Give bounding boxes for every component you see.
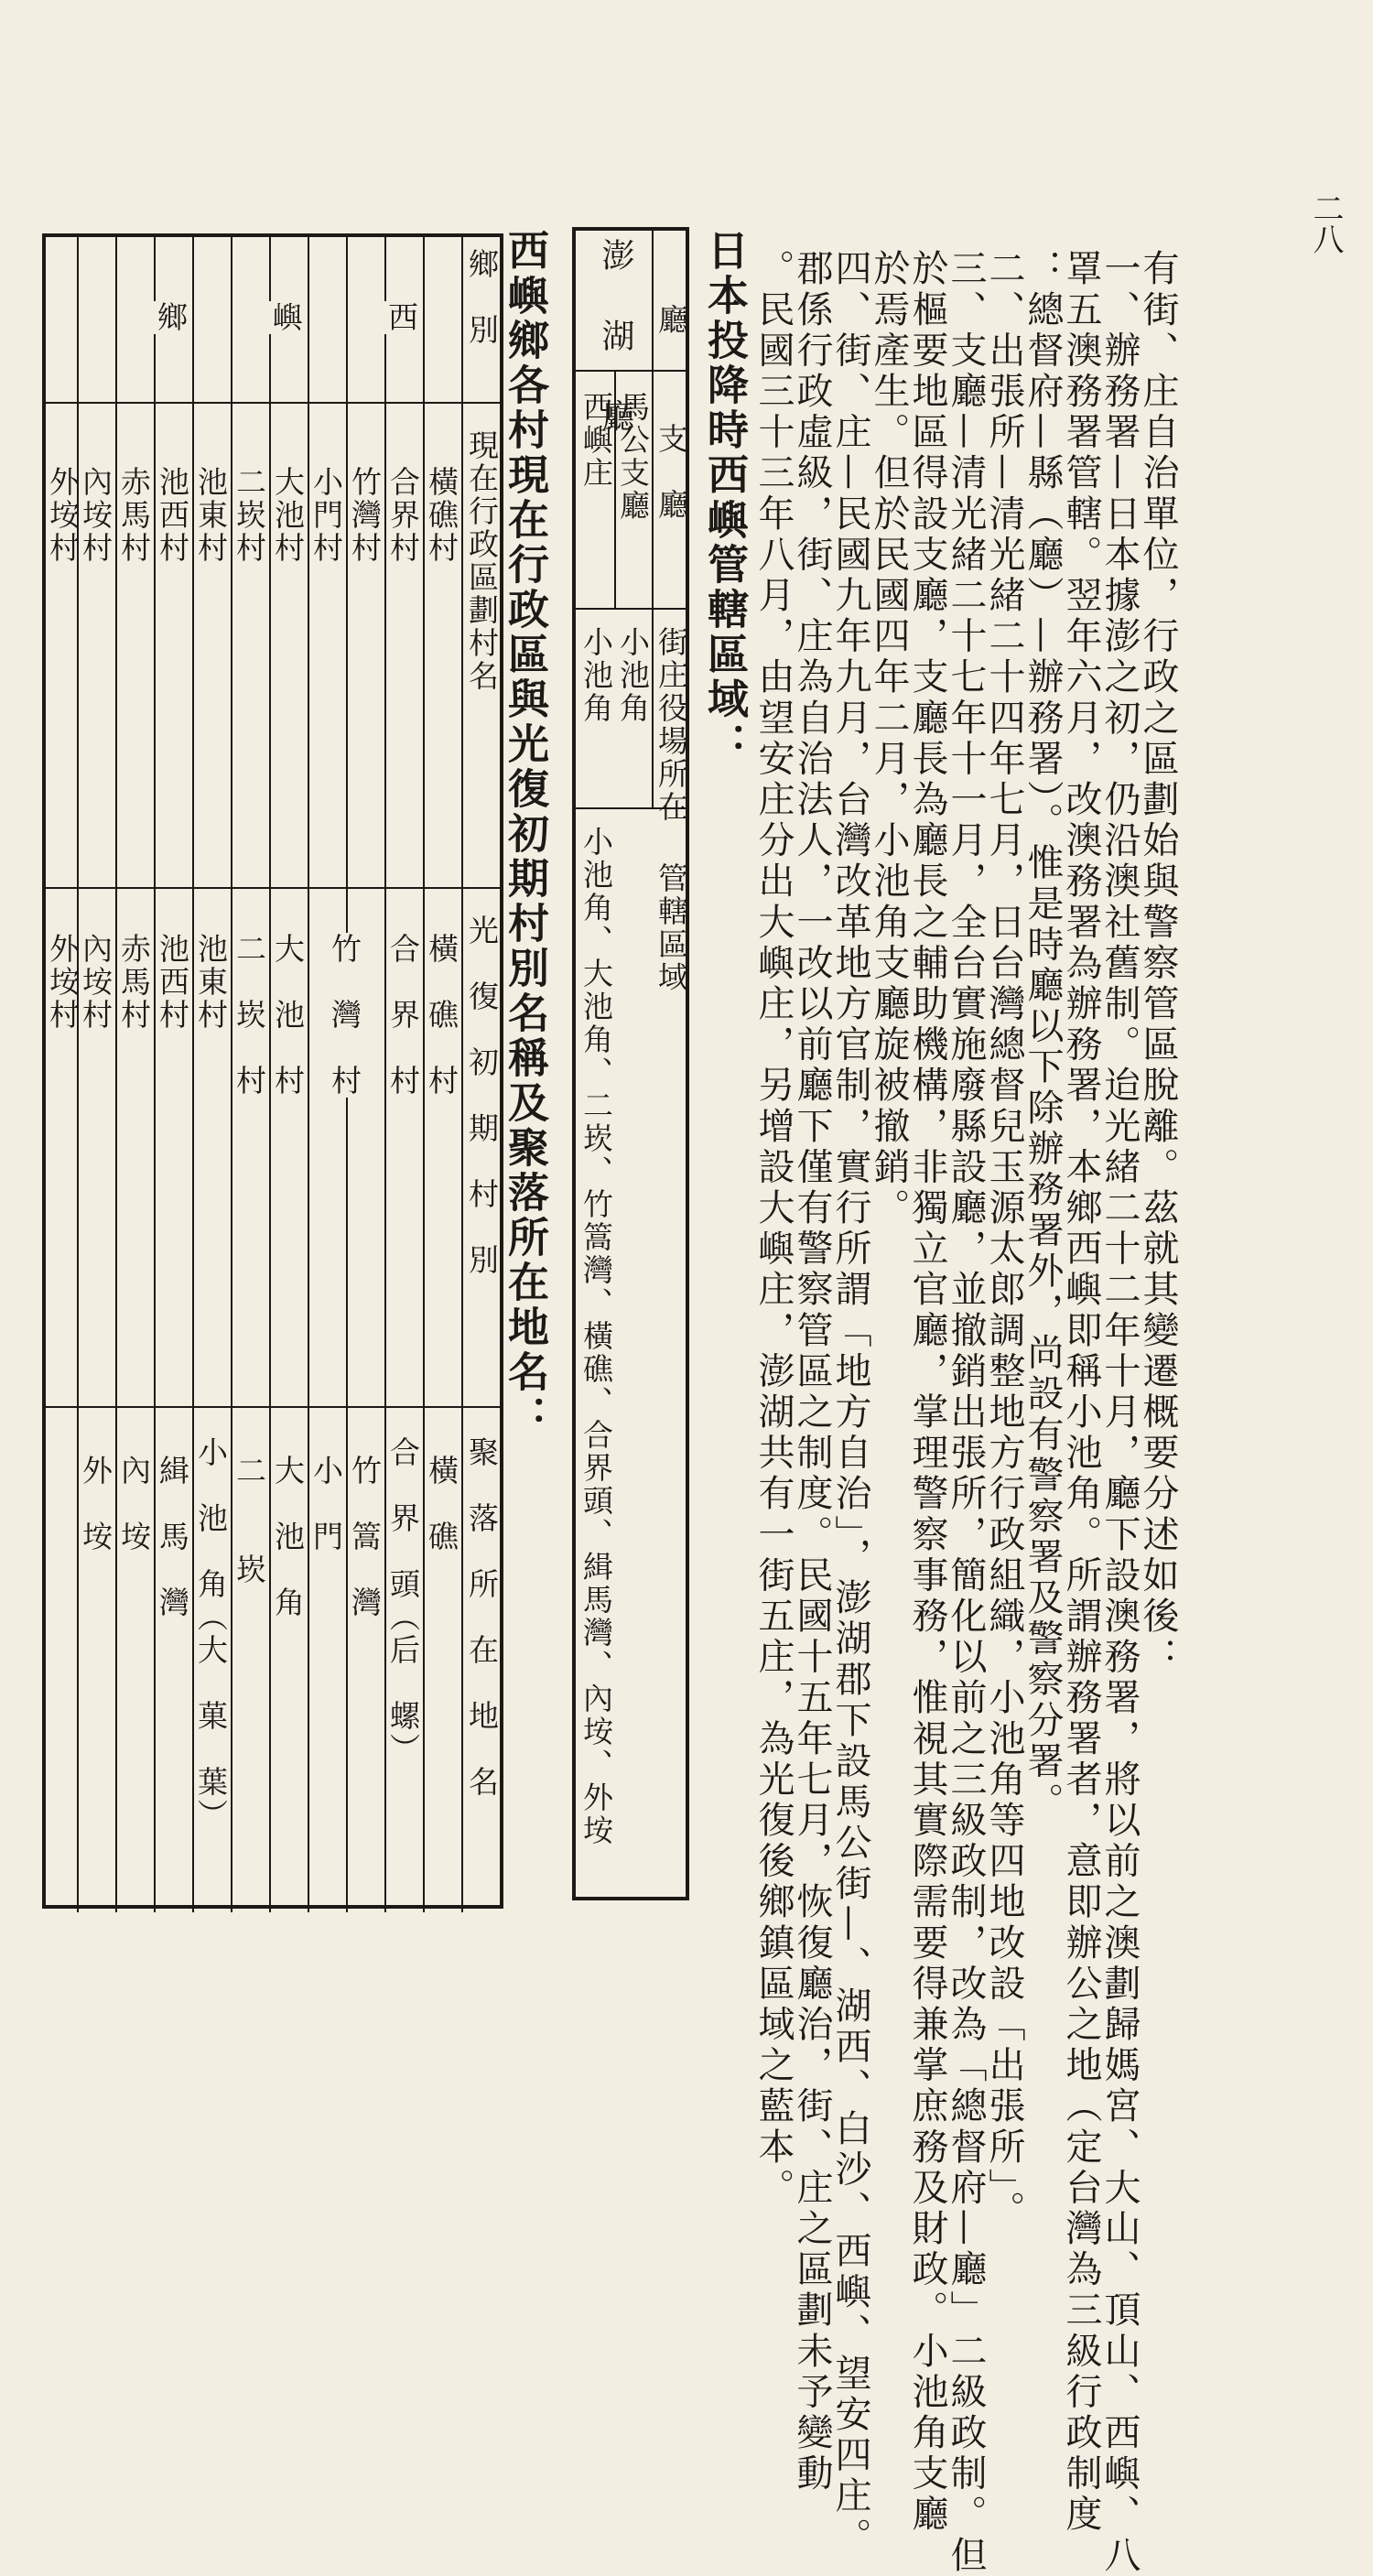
text-line: 有街、庄自治單位，行政之區劃始與警察管區脫離。茲就其變遷概要分述如後：	[1137, 249, 1179, 1678]
text-line: ：總督府—縣（廳）—辦務署）。惟是時廳以下除辦務署外，尚設有警察署及警察分署。	[1022, 249, 1064, 1824]
early-village: 二 崁 村	[232, 933, 267, 1098]
current-village: 池西村	[155, 466, 190, 565]
early-village: 橫 礁 村	[424, 933, 459, 1098]
header-early: 光 復 初 期 村 別	[464, 915, 500, 1277]
section-title-2: 西嶼鄉各村現在行政區與光復初期村別名稱及聚落所在地名：	[501, 229, 549, 1440]
current-village: 小門村	[308, 466, 344, 565]
early-village: 池西村	[155, 933, 190, 1032]
settlement-name: 竹 篙 灣	[347, 1455, 383, 1619]
area-value: 小池角、大池角、二崁、竹篙灣、橫礁、合界頭、緝馬灣、內垵、外垵	[578, 826, 614, 1847]
ting-value: 澎 湖 廳	[597, 238, 634, 439]
settlement-name: 合 界 頭（后 螺）	[385, 1436, 421, 1766]
header-zhiting: 支 廳	[654, 423, 689, 522]
current-village: 竹灣村	[347, 466, 383, 565]
township-char: 鄉	[153, 301, 189, 334]
header-ting: 廳	[654, 304, 689, 337]
settlement-name: 小 池 角（大 菓 葉）	[193, 1436, 229, 1832]
current-village: 大池村	[270, 466, 306, 565]
current-village: 外垵村	[45, 466, 81, 565]
header-office: 街庄役場所在	[654, 626, 689, 824]
jurisdiction-table	[572, 227, 689, 1900]
settlement-name: 大 池 角	[270, 1455, 306, 1619]
zhuang-value: 西嶼庄	[578, 391, 614, 490]
text-line: 郡係行政虛級，街、庄為自治法人，一改以前廳下僅有警察管區之制度。民國十五年七月，恢復廳治，街、庄之區劃未予變動	[791, 249, 833, 2495]
settlement-name: 小 門	[308, 1455, 344, 1553]
settlement-name: 橫 礁	[424, 1455, 459, 1553]
text-line: 罩五澳務署管轄。翌年六月，改澳務署為辦務署，本鄉西嶼即稱小池角。所謂辦務署者，意即辦公之地（定台灣為三級行政制度	[1060, 249, 1102, 2536]
current-village: 赤馬村	[116, 466, 152, 565]
early-village: 外垵村	[45, 933, 81, 1032]
village-table	[42, 233, 503, 1909]
text-line: 。民國三十三年八月，由望安庄分出大嶼庄，另增設大嶼庄，澎湖共有一街五庄，為光復後鄉鎮區域之藍本。	[752, 249, 795, 2209]
township-char: 西	[384, 301, 419, 334]
section-title: 日本投降時西嶼管轄區域：	[700, 229, 749, 767]
early-village: 池東村	[193, 933, 229, 1032]
page-number: 二八	[1307, 192, 1344, 254]
settlement-name: 外 垵	[78, 1455, 114, 1553]
early-village: 大 池 村	[270, 933, 306, 1098]
zhiting-value: 馬公支廳	[615, 391, 651, 523]
header-settlement: 聚 落 所 在 地 名	[464, 1436, 500, 1799]
current-village: 橫礁村	[424, 466, 459, 565]
current-village: 合界村	[385, 466, 421, 565]
settlement-name: 緝 馬 灣	[155, 1455, 190, 1619]
office-value: 小池角	[615, 626, 651, 725]
header-current: 現在行政區劃村名	[464, 429, 500, 693]
settlement-name: 內 垵	[116, 1455, 152, 1553]
current-village: 二崁村	[232, 466, 267, 565]
text-line: 於樞要地區得設支廳，支廳長為廳長之輔助機構，非獨立官廳，掌理警察事務，惟視其實際需要得兼掌庶務及財政。小池角支廳	[906, 249, 948, 2536]
text-line: 三、支廳—清光緒二十七年十一月，全台實施廢縣設廳，並撤銷出張所，簡化以前之三級政制，改為「總督府—廳」二級政制。但	[945, 249, 987, 2576]
header-township: 鄉 別	[464, 248, 500, 347]
text-line: 於焉產生。但於民國四年二月，小池角支廳旋被撤銷。	[868, 249, 910, 1229]
text-line: 二、出張所—清光緒二十四年七月，日台灣總督兒玉源太郎調整地方行政組織，小池角等四地改設「出張所」。	[983, 249, 1025, 2232]
text-line: 四、街、庄—民國九年九月，台灣改革地方官制，實行所謂「地方自治」，澎湖郡下設馬公街—、湖西、白沙、西嶼、望安四庄。	[829, 249, 871, 2559]
early-village: 合 界 村	[385, 933, 421, 1098]
office-value-2: 小池角	[578, 626, 614, 725]
settlement-name: 二 崁	[232, 1455, 267, 1586]
early-village: 內垵村	[78, 933, 114, 1032]
header-area: 管轄區域	[654, 862, 689, 994]
current-village: 池東村	[193, 466, 229, 565]
text-line: 一、辦務署—日本據澎之初，仍沿澳社舊制。迨光緒二十二年十月，廳下設澳務署，將以前之澳劃歸媽宮、大山、頂山、西嶼、八	[1098, 249, 1141, 2576]
early-village: 竹 灣 村	[327, 933, 362, 1098]
current-village: 內垵村	[78, 466, 114, 565]
early-village: 赤馬村	[116, 933, 152, 1032]
township-char: 嶼	[268, 301, 304, 334]
